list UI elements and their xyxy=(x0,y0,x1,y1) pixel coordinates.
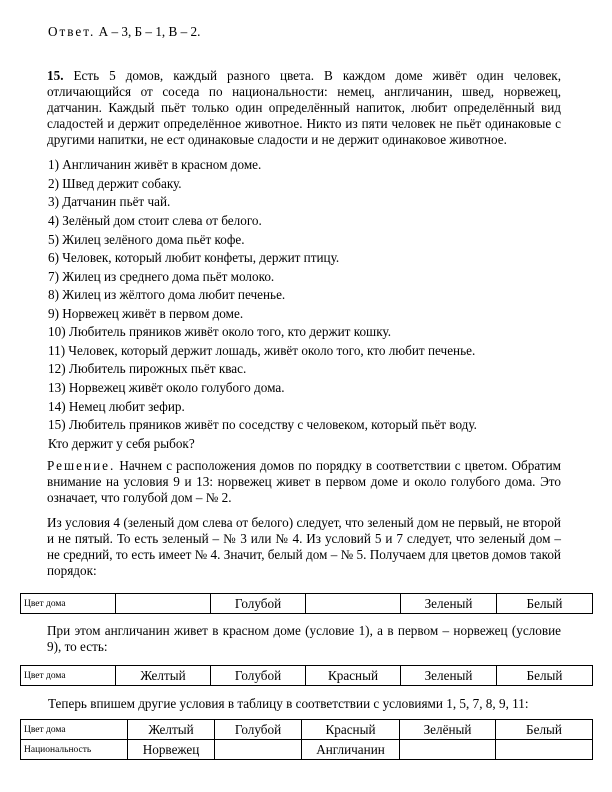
table-row xyxy=(21,666,593,686)
problem-intro: Есть 5 домов, каждый разного цвета. В каждом доме живёт один человек, отличающийся от соседа по национальности: немец, англичанин, швед, норвежец, датчанин. Каждый пьёт только один определённый напиток, любит определённый вид сладостей и держит определённое животное. Никто из пяти человек не пьёт одинаковые с другими напитки, не ест одинаковые сладости и не держит одинаковое животное. xyxy=(47,68,561,147)
condition-7: 7) Жилец из среднего дома пьёт молоко. xyxy=(48,269,275,284)
condition-3: 3) Датчанин пьёт чай. xyxy=(48,194,171,209)
answer-line xyxy=(48,24,200,39)
condition-2: 2) Швед держит собаку. xyxy=(48,176,182,191)
problem-intro-paragraph xyxy=(47,68,561,148)
condition-14: 14) Немец любит зефир. xyxy=(48,399,185,414)
problem-number: 15. xyxy=(47,68,64,83)
table-cell xyxy=(400,740,496,760)
condition-12: 12) Любитель пирожных пьёт квас. xyxy=(48,361,247,376)
condition-4: 4) Зелёный дом стоит слева от белого. xyxy=(48,213,262,228)
table-cell: Цвет дома xyxy=(21,666,116,686)
table-cell: Желтый xyxy=(116,666,211,686)
table-cell: Голубой xyxy=(215,720,302,740)
table-cell: Англичанин xyxy=(302,740,400,760)
condition-5: 5) Жилец зелёного дома пьёт кофе. xyxy=(48,232,245,247)
table-cell: Голубой xyxy=(211,594,306,614)
table-cell: Красный xyxy=(302,720,400,740)
condition-8: 8) Жилец из жёлтого дома любит печенье. xyxy=(48,287,286,302)
condition-9: 9) Норвежец живёт в первом доме. xyxy=(48,306,244,321)
conditions-table xyxy=(20,719,593,760)
table-cell xyxy=(306,594,401,614)
problem-question: Кто держит у себя рыбок? xyxy=(48,436,195,451)
solution-paragraph-3: При этом англичанин живет в красном доме (условие 1), а в первом – норвежец (условие 9), то есть: xyxy=(47,623,561,654)
answer-text: А – 3, Б – 1, В – 2. xyxy=(95,24,201,39)
table-cell: Голубой xyxy=(211,666,306,686)
solution-label: Решение. xyxy=(47,458,116,473)
solution-paragraph-1 xyxy=(47,458,561,506)
solution-p1: Начнем с расположения домов по порядку в соответствии с цветом. Обратим внимание на условия 9 и 13: норвежец живет в первом доме и около голубого дома. Это означает, что голубой дом – № 2. xyxy=(47,458,561,505)
table-cell: Зеленый xyxy=(401,666,497,686)
condition-11: 11) Человек, который держит лошадь, живёт около того, кто любит печенье. xyxy=(48,343,476,358)
color-order-table xyxy=(20,593,593,614)
table-cell: Цвет дома xyxy=(21,594,116,614)
condition-15: 15) Любитель пряников живёт по соседству с человеком, который пьёт воду. xyxy=(48,417,477,432)
table-row xyxy=(21,720,593,740)
condition-10: 10) Любитель пряников живёт около того, кто держит кошку. xyxy=(48,324,391,339)
table-cell: Цвет дома xyxy=(21,720,128,740)
solution-paragraph-4: Теперь впишем другие условия в таблицу в соответствии с условиями 1, 5, 7, 8, 9, 11: xyxy=(48,696,529,711)
answer-label: Ответ. xyxy=(48,24,96,39)
solution-paragraph-2: Из условия 4 (зеленый дом слева от белого) следует, что зеленый дом не первый, не второй и не пятый. То есть зеленый – № 3 или № 4. Из условий 5 и 7 следует, что зеленый дом – не средний, то есть имеет № 4. Значит, белый дом – № 5. Получаем для цветов домов такой порядок: xyxy=(47,515,561,578)
table-cell: Красный xyxy=(306,666,401,686)
color-nationality-table xyxy=(20,665,593,686)
table-cell: Национальность xyxy=(21,740,128,760)
condition-6: 6) Человек, который любит конфеты, держит птицу. xyxy=(48,250,340,265)
table-row xyxy=(21,740,593,760)
table-cell xyxy=(496,740,593,760)
table-cell: Желтый xyxy=(128,720,215,740)
condition-13: 13) Норвежец живёт около голубого дома. xyxy=(48,380,285,395)
table-row xyxy=(21,594,593,614)
table-cell: Белый xyxy=(496,720,593,740)
table-cell xyxy=(215,740,302,760)
table-cell: Белый xyxy=(497,594,593,614)
table-cell: Норвежец xyxy=(128,740,215,760)
table-cell: Зелёный xyxy=(400,720,496,740)
table-cell: Зеленый xyxy=(401,594,497,614)
condition-1: 1) Англичанин живёт в красном доме. xyxy=(48,157,262,172)
table-cell xyxy=(116,594,211,614)
table-cell: Белый xyxy=(497,666,593,686)
